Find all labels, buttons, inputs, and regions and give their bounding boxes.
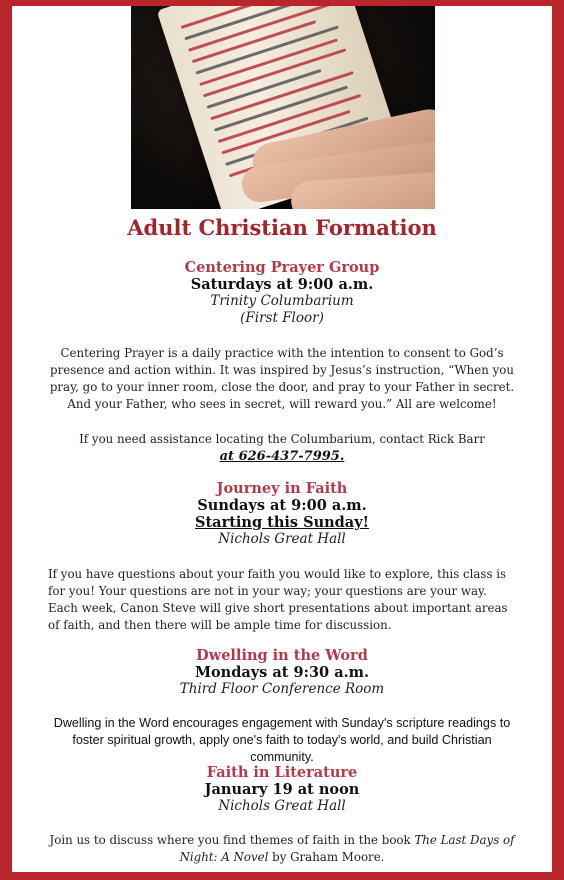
literature-text-pre: Join us to discuss where you find themes of faith in the book — [49, 833, 415, 847]
newsletter-panel — [12, 6, 552, 872]
contact-info — [42, 431, 522, 465]
dwelling-in-the-word-section — [12, 647, 552, 698]
event-location: Third Floor Conference Room — [179, 681, 385, 697]
section-heading: Faith in Literature — [206, 764, 358, 781]
dwelling-description: Dwelling in the Word encourages engagement with Sunday's scripture readings to foster spiritual growth, apply one's faith to today's world, and build Christian community. — [53, 716, 511, 764]
centering-description: Centering Prayer is a daily practice with the intention to consent to God’s presence and action within. It was inspired by Jesus’s instruction, “When you pray, go to your inner room, close the door, and pray to your Father in secret. And your Father, who sees in secret, will reward you.” All are welcome! — [49, 346, 515, 411]
event-location: Nichols Great Hall — [218, 798, 346, 814]
event-time: Sundays at 9:00 a.m. — [197, 497, 367, 514]
event-time: Mondays at 9:30 a.m. — [194, 664, 370, 681]
event-location: Nichols Great Hall — [218, 531, 346, 547]
contact-text: If you need assistance locating the Columbarium, contact Rick Barr — [79, 432, 485, 446]
journey-in-faith-section — [12, 480, 552, 548]
literature-description — [42, 832, 522, 866]
event-location-detail: (First Floor) — [240, 310, 324, 326]
contact-phone-link[interactable]: at 626-437-7995. — [219, 449, 345, 464]
section-heading: Dwelling in the Word — [196, 647, 368, 664]
bible-hands-image — [131, 6, 435, 209]
event-start-note: Starting this Sunday! — [195, 514, 369, 531]
journey-description: If you have questions about your faith you would like to explore, this class is for you! Your questions are not in your way; your questions are your way. Each week, Canon Steve will give short presentations about important areas of faith, and then there will be ample time for discussion. — [48, 567, 508, 632]
centering-prayer-section — [12, 259, 552, 327]
event-location: Trinity Columbarium — [210, 293, 354, 309]
page-title: Adult Christian Formation — [127, 215, 437, 240]
faith-in-literature-section — [12, 764, 552, 815]
section-heading: Centering Prayer Group — [184, 259, 380, 276]
section-heading: Journey in Faith — [216, 480, 348, 497]
event-time: January 19 at noon — [204, 781, 360, 798]
event-time: Saturdays at 9:00 a.m. — [190, 276, 374, 293]
literature-text-post: by Graham Moore. — [268, 850, 385, 864]
book-title: The Last Days of Night: A Novel — [179, 833, 515, 864]
